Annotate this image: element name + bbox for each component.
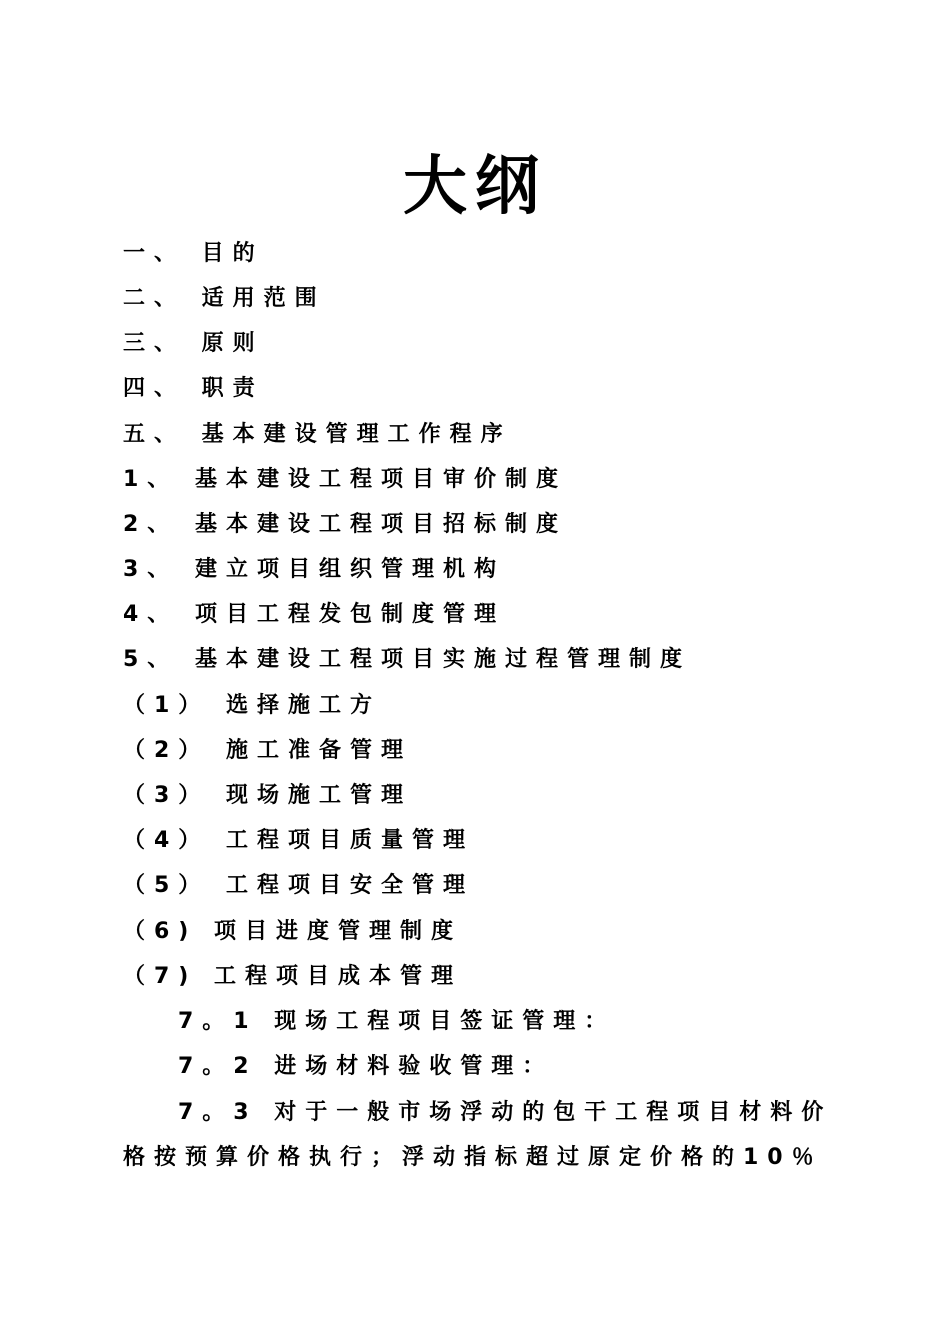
subsection-item-4: （4） 工程项目质量管理 (123, 828, 474, 853)
outline-item-1: 一、 目的 (123, 241, 264, 266)
section-item-3: 3、 建立项目组织管理机构 (123, 557, 505, 582)
outline-item-5: 五、 基本建设管理工作程序 (123, 422, 512, 447)
subsection-item-7: （7) 工程项目成本管理 (123, 964, 463, 989)
cost-item-7-3-continued: 格按预算价格执行；浮动指标超过原定价格的10％ (123, 1145, 823, 1170)
page-title: 大纲 (403, 150, 547, 224)
section-item-1: 1、 基本建设工程项目审价制度 (123, 467, 567, 492)
cost-item-7-3: 7。3 对于一般市场浮动的包干工程项目材料价 (178, 1100, 833, 1125)
section-item-2: 2、 基本建设工程项目招标制度 (123, 512, 567, 537)
subsection-item-6: （6) 项目进度管理制度 (123, 919, 463, 944)
subsection-item-1: （1） 选择施工方 (123, 693, 381, 718)
cost-item-7-1: 7。1 现场工程项目签证管理： (178, 1009, 616, 1034)
subsection-item-2: （2） 施工准备管理 (123, 738, 412, 763)
section-item-5: 5、 基本建设工程项目实施过程管理制度 (123, 647, 691, 672)
cost-item-7-2: 7。2 进场材料验收管理： (178, 1054, 554, 1079)
subsection-item-3: （3） 现场施工管理 (123, 783, 412, 808)
outline-item-2: 二、 适用范围 (123, 286, 326, 311)
outline-item-4: 四、 职责 (123, 376, 264, 401)
subsection-item-5: （5） 工程项目安全管理 (123, 873, 474, 898)
section-item-4: 4、 项目工程发包制度管理 (123, 602, 505, 627)
outline-item-3: 三、 原则 (123, 331, 264, 356)
